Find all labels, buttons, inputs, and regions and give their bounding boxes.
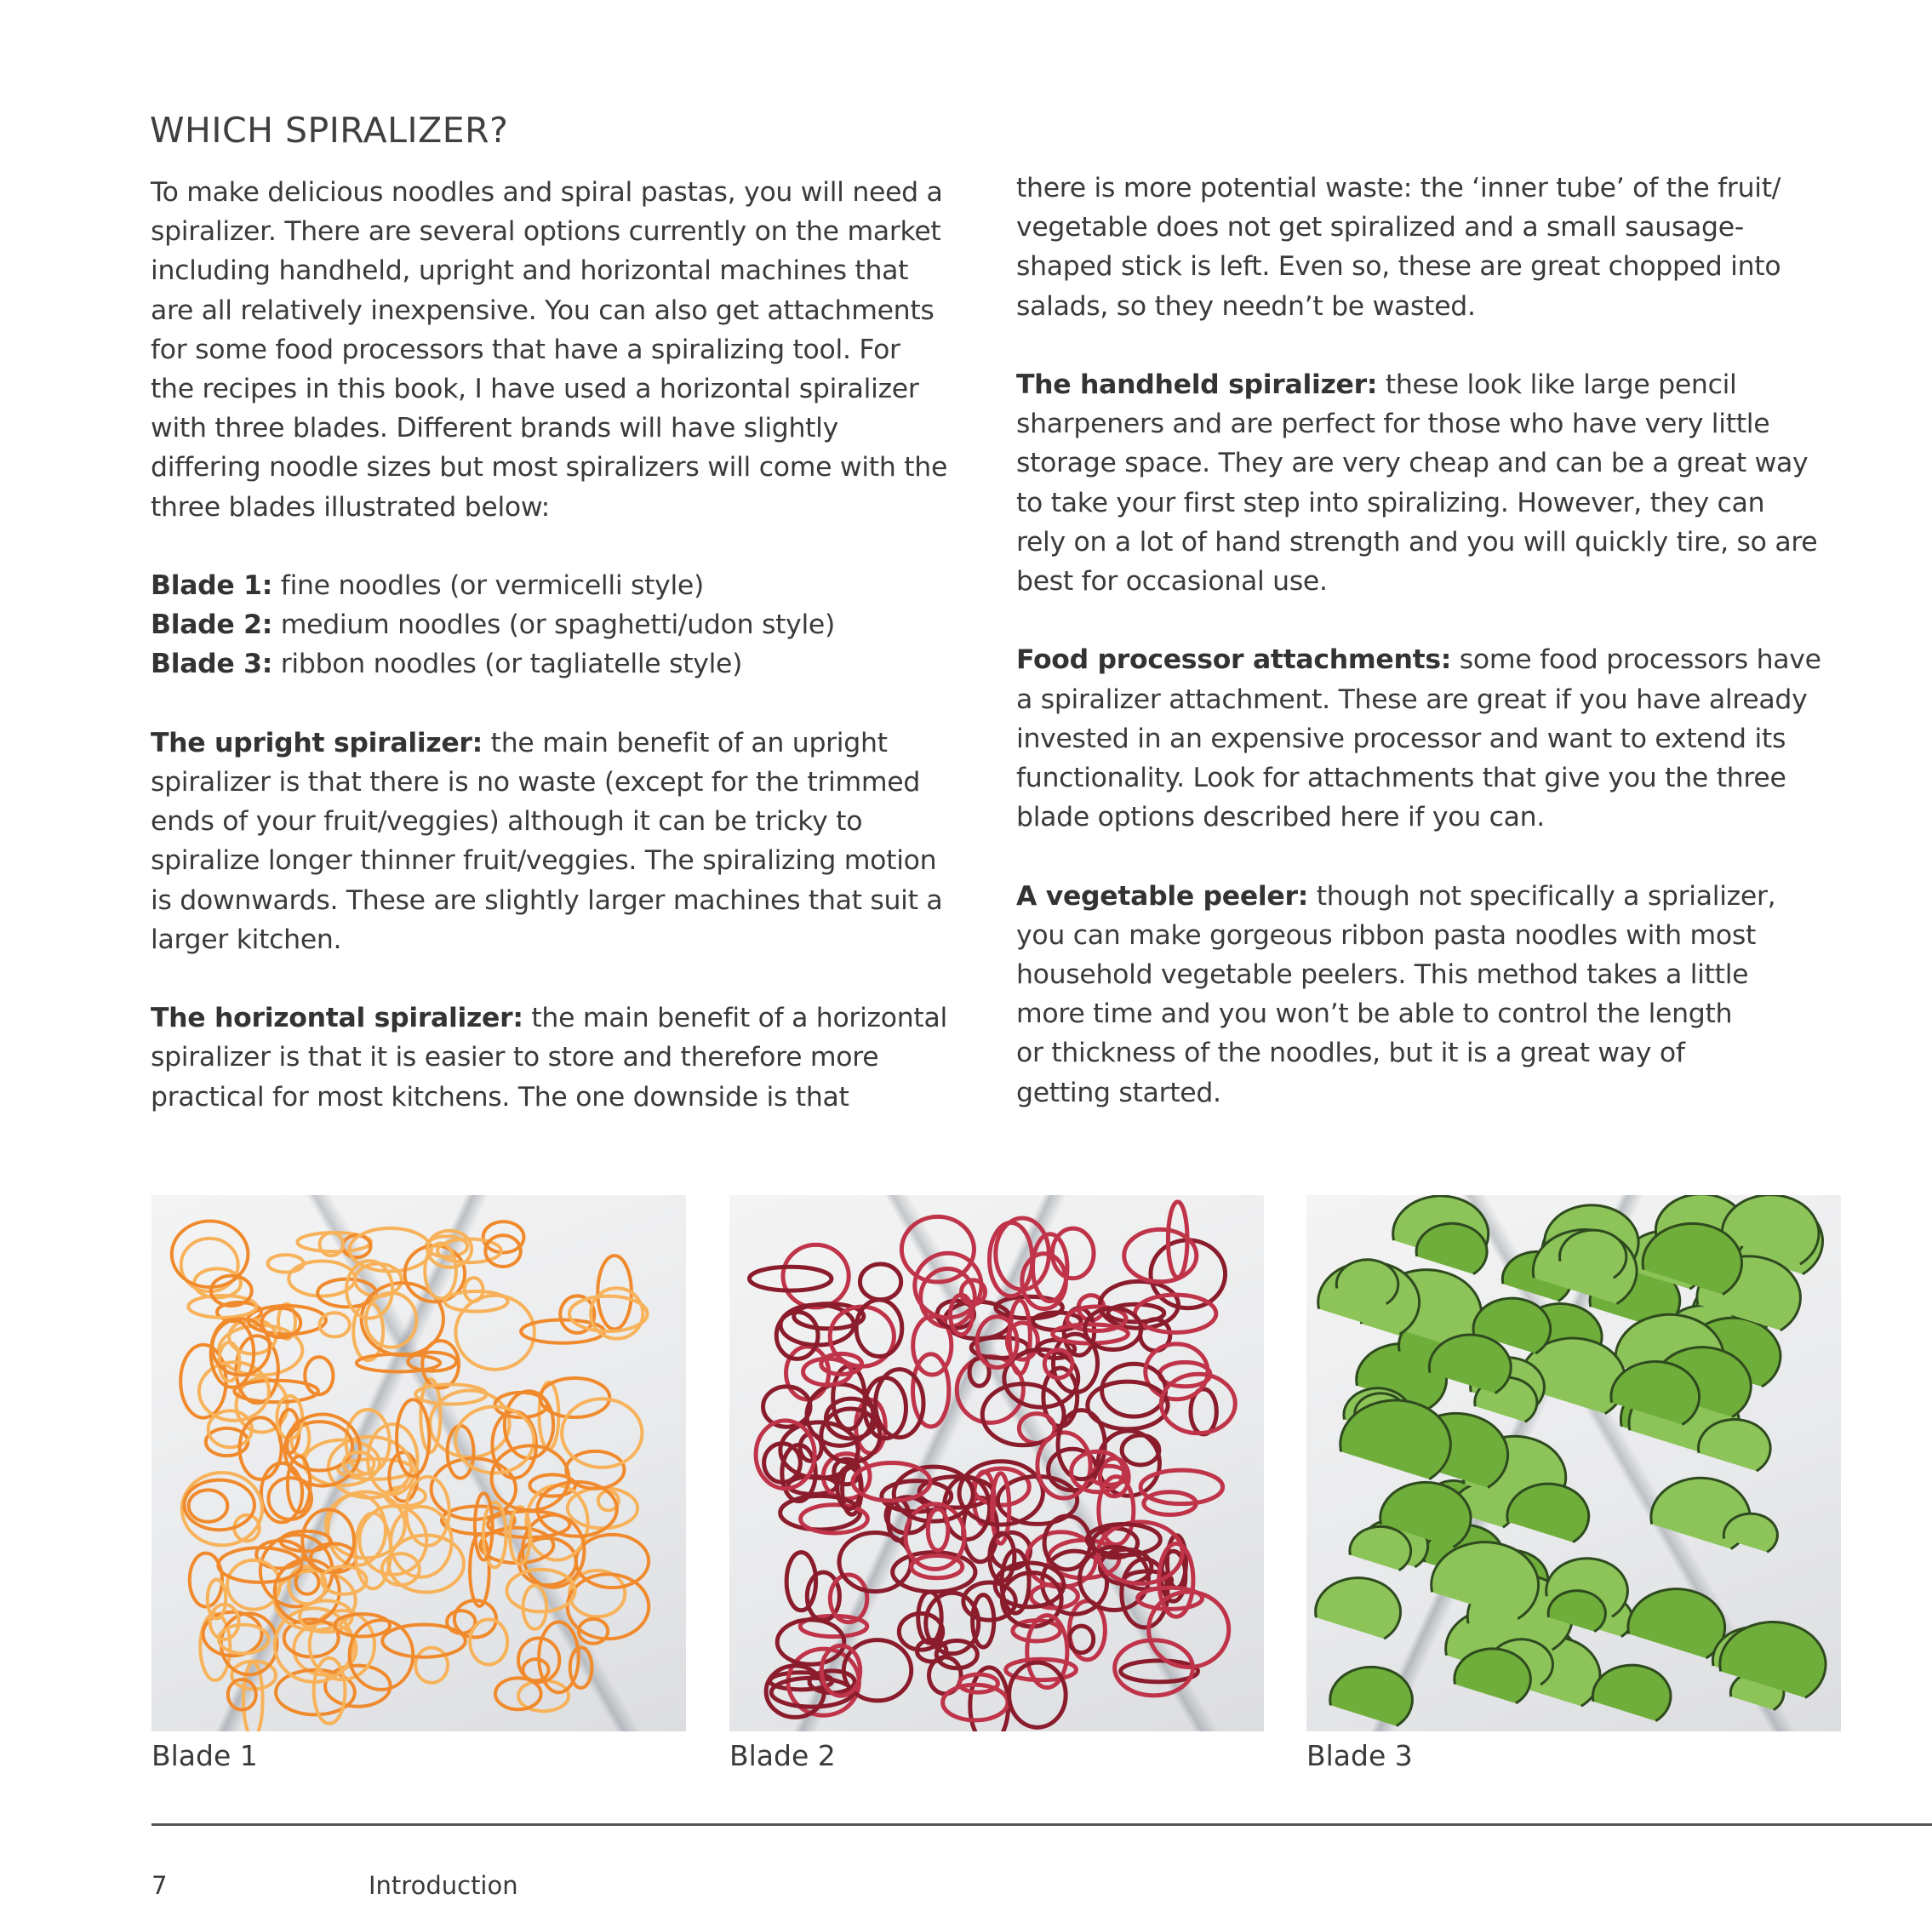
noodle-strand bbox=[569, 1571, 625, 1616]
left-column bbox=[151, 173, 1002, 1156]
text-line bbox=[1016, 562, 1867, 601]
text-line bbox=[1016, 365, 1867, 404]
noodle-strand bbox=[268, 1255, 304, 1272]
line-text: or thickness of the noodles, but it is a great way of bbox=[1016, 1038, 1685, 1069]
paragraph bbox=[1016, 877, 1867, 1113]
paragraph-lead: Food processor attachments: bbox=[1016, 644, 1452, 676]
zucchini-ribbon bbox=[1416, 1223, 1487, 1273]
noodle-strand bbox=[777, 1620, 844, 1664]
line-text: storage space. They are very cheap and can be a great way bbox=[1016, 448, 1809, 479]
noodle-strand bbox=[576, 1535, 649, 1588]
text-line bbox=[151, 369, 1002, 409]
noodle-strand bbox=[425, 1244, 456, 1299]
right-column bbox=[1016, 169, 1867, 1152]
paragraph-lead: The horizontal spiralizer: bbox=[151, 1003, 523, 1034]
noodle-strand bbox=[856, 1300, 902, 1357]
zucchini-ribbon bbox=[1592, 1665, 1670, 1720]
zucchini-ribbon bbox=[1455, 1649, 1530, 1703]
noodle-strand bbox=[1122, 1435, 1159, 1465]
paragraph bbox=[151, 566, 1002, 684]
line-text: a spiralizer attachment. These are great if you have already bbox=[1016, 684, 1808, 715]
photo-caption: Blade 3 bbox=[1306, 1739, 1413, 1772]
blade-description: ribbon noodles (or tagliatelle style) bbox=[272, 649, 743, 680]
line-text: three blades illustrated below: bbox=[151, 491, 550, 523]
line-text: some food processors have bbox=[1451, 644, 1821, 676]
line-text: you can make gorgeous ribbon pasta noodles with most bbox=[1016, 919, 1757, 951]
noodle-strand bbox=[1069, 1626, 1093, 1652]
text-line bbox=[1016, 916, 1867, 955]
line-text: best for occasional use. bbox=[1016, 566, 1328, 598]
text-line bbox=[1016, 404, 1867, 443]
text-line bbox=[1016, 758, 1867, 798]
line-text: is downwards. These are slightly larger machines that suit a bbox=[151, 884, 943, 916]
footer-divider bbox=[151, 1823, 1932, 1826]
text-line bbox=[151, 998, 1002, 1038]
noodle-strand bbox=[523, 1586, 547, 1629]
line-text: salads, so they needn’t be wasted. bbox=[1016, 290, 1476, 322]
text-line bbox=[1016, 719, 1867, 758]
blade-2-photo bbox=[729, 1195, 1264, 1731]
line-text: spiralize longer thinner fruit/veggies. The spiralizing motion bbox=[151, 845, 937, 877]
beet-noodles-image bbox=[729, 1195, 1264, 1731]
zucchini-ribbons-image bbox=[1306, 1195, 1841, 1731]
line-text: ends of your fruit/veggies) although it can be tricky to bbox=[151, 806, 863, 838]
line-text: invested in an expensive processor and want to extend its bbox=[1016, 723, 1786, 754]
paragraph-lead: The handheld spiralizer: bbox=[1016, 369, 1378, 400]
text-line bbox=[151, 802, 1002, 841]
line-text: spiralizer is that it is easier to store and therefore more bbox=[151, 1042, 879, 1073]
line-text: getting started. bbox=[1016, 1077, 1221, 1108]
text-line bbox=[1016, 208, 1867, 247]
text-line bbox=[151, 763, 1002, 802]
noodle-strand bbox=[749, 1267, 831, 1290]
paragraph bbox=[1016, 640, 1867, 837]
zucchini-ribbon bbox=[1507, 1484, 1589, 1542]
text-line bbox=[151, 251, 1002, 290]
line-text: with three blades. Different brands will have slightly bbox=[151, 413, 838, 444]
text-line bbox=[151, 881, 1002, 920]
noodle-strand bbox=[182, 1473, 262, 1545]
noodle-strand bbox=[783, 1244, 849, 1307]
orange-noodles-image bbox=[151, 1195, 686, 1731]
line-text: more time and you won’t be able to control the length bbox=[1016, 998, 1733, 1030]
text-line bbox=[151, 212, 1002, 251]
line-text: including handheld, upright and horizontal machines that bbox=[151, 255, 909, 287]
blade-description: fine noodles (or vermicelli style) bbox=[272, 570, 705, 602]
text-line bbox=[151, 724, 1002, 763]
zucchini-ribbon bbox=[1350, 1526, 1411, 1570]
zucchini-ribbon bbox=[1316, 1578, 1401, 1639]
text-line bbox=[151, 1038, 1002, 1077]
blade-line bbox=[151, 644, 1002, 684]
line-text: sharpeners and are perfect for those who have very little bbox=[1016, 409, 1770, 440]
line-text: household vegetable peelers. This method takes a little bbox=[1016, 959, 1749, 991]
paragraph bbox=[151, 173, 1002, 527]
noodle-strand bbox=[185, 1480, 254, 1531]
noodle-strand bbox=[227, 1560, 280, 1610]
text-line bbox=[151, 841, 1002, 880]
text-line bbox=[1016, 169, 1867, 208]
noodle-strand bbox=[1004, 1349, 1078, 1407]
text-line bbox=[151, 291, 1002, 330]
blade-description: medium noodles (or spaghetti/udon style) bbox=[272, 609, 835, 641]
blade-label: Blade 1: bbox=[151, 570, 273, 602]
noodle-strand bbox=[1121, 1661, 1198, 1682]
noodle-strand bbox=[415, 1648, 448, 1683]
noodle-strand bbox=[194, 1268, 241, 1297]
line-text: spiralizer. There are several options currently on the market bbox=[151, 216, 941, 248]
line-text: rely on a lot of hand strength and you will quickly tire, so are bbox=[1016, 526, 1818, 558]
line-text: practical for most kitchens. The one downside is that bbox=[151, 1081, 849, 1113]
text-line bbox=[1016, 798, 1867, 837]
noodle-strand bbox=[483, 1222, 524, 1252]
text-line bbox=[151, 920, 1002, 959]
line-text: differing noodle sizes but most spiralizers will come with the bbox=[151, 452, 948, 483]
line-text: though not specifically a sprializer, bbox=[1308, 880, 1776, 912]
section-name: Introduction bbox=[369, 1871, 518, 1900]
paragraph bbox=[1016, 365, 1867, 601]
line-text: shaped stick is left. Even so, these are great chopped into bbox=[1016, 251, 1781, 283]
noodle-strand bbox=[189, 1490, 228, 1521]
noodle-strand bbox=[928, 1509, 948, 1550]
line-text: the main benefit of a horizontal bbox=[523, 1003, 947, 1034]
line-text: to take your first step into spiralizing. However, they can bbox=[1016, 487, 1765, 518]
text-line bbox=[151, 173, 1002, 212]
line-text: functionality. Look for attachments that give you the three bbox=[1016, 763, 1786, 794]
noodle-strand bbox=[860, 1264, 900, 1300]
text-line bbox=[1016, 955, 1867, 994]
page-number: 7 bbox=[151, 1871, 168, 1900]
zucchini-ribbon bbox=[1699, 1420, 1771, 1472]
paragraph-lead: A vegetable peeler: bbox=[1016, 880, 1309, 912]
noodle-strand bbox=[943, 1685, 1008, 1720]
zucchini-ribbon bbox=[1432, 1542, 1539, 1619]
text-line bbox=[1016, 680, 1867, 719]
text-line bbox=[1016, 877, 1867, 916]
line-text: the main benefit of an upright bbox=[482, 727, 888, 758]
noodle-strand bbox=[893, 1553, 975, 1592]
text-line bbox=[1016, 483, 1867, 523]
line-text: these look like large pencil bbox=[1377, 369, 1737, 400]
noodle-strand bbox=[1140, 1470, 1223, 1504]
text-line bbox=[151, 330, 1002, 369]
line-text: vegetable does not get spiralized and a small sausage- bbox=[1016, 212, 1744, 243]
line-text: blade options described here if you can. bbox=[1016, 802, 1545, 833]
paragraph-lead: The upright spiralizer: bbox=[151, 727, 483, 758]
zucchini-ribbon bbox=[1340, 1400, 1451, 1479]
zucchini-ribbon bbox=[1330, 1667, 1413, 1725]
blade-line bbox=[151, 566, 1002, 605]
text-line bbox=[1016, 994, 1867, 1033]
line-text: there is more potential waste: the ‘inner tube’ of the fruit/ bbox=[1016, 173, 1781, 203]
line-text: To make delicious noodles and spiral pastas, you will need a bbox=[151, 177, 943, 208]
blade-label: Blade 3: bbox=[151, 649, 273, 680]
text-line bbox=[1016, 1033, 1867, 1073]
page-title: WHICH SPIRALIZER? bbox=[150, 110, 509, 152]
line-text: are all relatively inexpensive. You can also get attachments bbox=[151, 295, 935, 326]
text-line bbox=[1016, 640, 1867, 679]
blade-3-photo bbox=[1306, 1195, 1841, 1731]
text-line bbox=[1016, 523, 1867, 562]
text-line bbox=[151, 1078, 1002, 1117]
text-line bbox=[151, 488, 1002, 527]
noodle-strand bbox=[470, 1619, 507, 1664]
line-text: for some food processors that have a spiralizing tool. For bbox=[151, 334, 900, 365]
noodle-strand bbox=[912, 1556, 963, 1578]
noodle-strand bbox=[518, 1680, 569, 1711]
text-line bbox=[1016, 443, 1867, 483]
line-text: the recipes in this book, I have used a horizontal spiralizer bbox=[151, 374, 919, 405]
text-line bbox=[1016, 287, 1867, 326]
noodle-strand bbox=[1009, 1662, 1066, 1727]
zucchini-ribbon bbox=[1628, 1589, 1725, 1658]
line-text: spiralizer is that there is no waste (except for the trimmed bbox=[151, 767, 921, 798]
text-line bbox=[151, 448, 1002, 487]
paragraph bbox=[151, 724, 1002, 959]
text-line bbox=[1016, 247, 1867, 286]
line-text: larger kitchen. bbox=[151, 924, 342, 955]
paragraph bbox=[151, 998, 1002, 1117]
paragraph bbox=[1016, 169, 1867, 326]
text-line bbox=[151, 409, 1002, 448]
photo-caption: Blade 1 bbox=[151, 1739, 258, 1772]
blade-label: Blade 2: bbox=[151, 609, 273, 641]
text-line bbox=[1016, 1073, 1867, 1113]
blade-line bbox=[151, 605, 1002, 644]
blade-1-photo bbox=[151, 1195, 686, 1731]
photo-caption: Blade 2 bbox=[729, 1739, 836, 1772]
noodle-strand bbox=[1058, 1410, 1105, 1479]
